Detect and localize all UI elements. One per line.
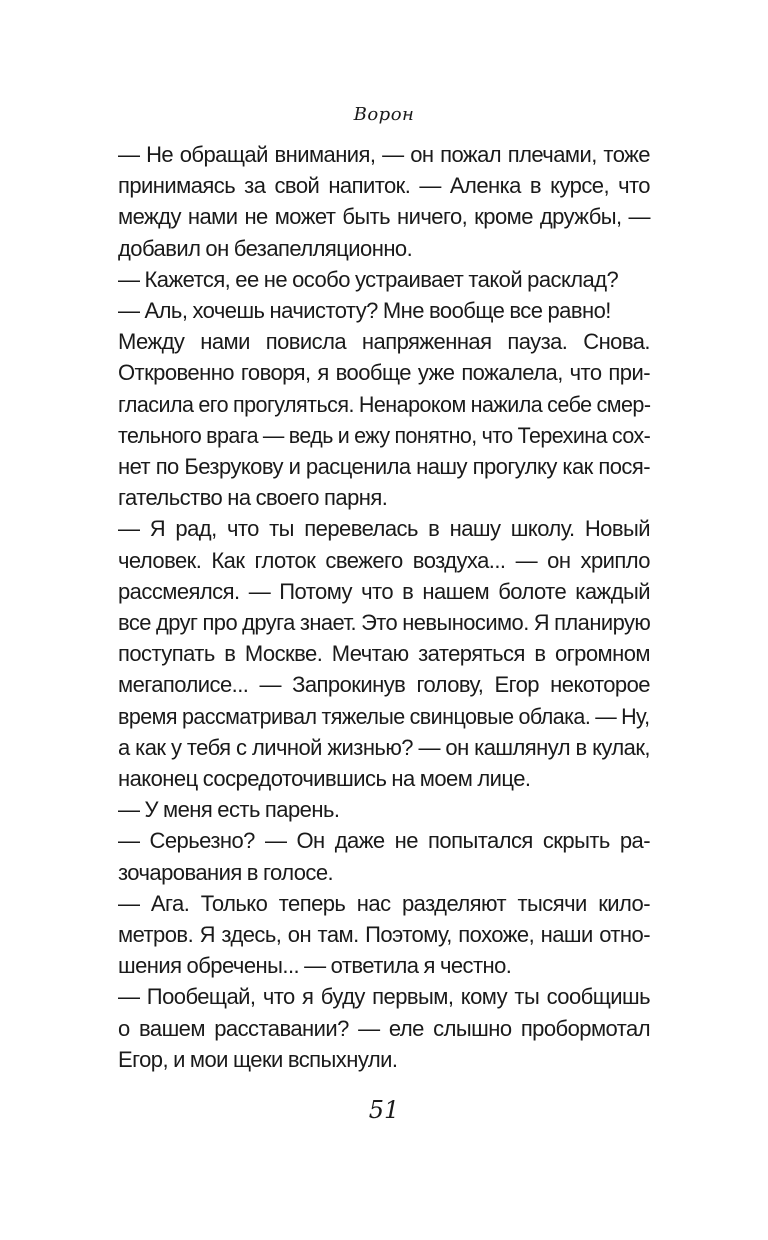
text-line: поступать в Москве. Мечтаю затеряться в огромном: [118, 641, 650, 667]
text-line: рассмеялся. — Потому что в нашем болоте каждый: [118, 578, 650, 604]
text-line: мегаполисе... — Запрокинув голову, Егор некоторое: [118, 672, 650, 698]
text-line: — Не обращай внимания, — он пожал плечами, тоже: [118, 142, 650, 167]
text-line: гласила его прогуляться. Ненароком нажила себе смер-: [118, 391, 651, 417]
paragraph: [118, 264, 650, 295]
text-line: — Кажется, ее не особо устраивает такой расклад?: [118, 266, 619, 292]
text-line: все друг про друга знает. Это невыносимо. Я планирую: [118, 610, 651, 636]
text-line: о вашем расставании? — еле слышно пробормотал: [118, 1015, 650, 1041]
text-line: — Пообещай, что я буду первым, кому ты сообщишь: [118, 984, 650, 1010]
paragraph: [118, 326, 650, 513]
paragraph: [118, 794, 650, 825]
body-text: [118, 139, 650, 1075]
text-line: гательство на своего парня.: [118, 485, 388, 511]
text-line: между нами не может быть ничего, кроме дружбы, —: [118, 204, 650, 230]
text-line: — Я рад, что ты перевелась в нашу школу. Новый: [118, 516, 650, 542]
text-line: зочарования в голосе.: [118, 859, 334, 885]
text-line: принимаясь за свой напиток. — Аленка в курсе, что: [118, 173, 650, 199]
page-number: 51: [368, 1096, 400, 1124]
text-line: — У меня есть парень.: [118, 797, 340, 823]
text-line: шения обречены... — ответила я честно.: [118, 953, 512, 979]
text-line: — Аль, хочешь начистоту? Мне вообще все равно!: [118, 298, 611, 324]
text-line: метров. Я здесь, он там. Поэтому, похоже, наши отно-: [118, 922, 650, 948]
text-line: добавил он безапелляционно.: [118, 235, 413, 261]
paragraph: [118, 513, 650, 794]
text-line: — Ага. Только теперь нас разделяют тысячи кило-: [118, 890, 650, 916]
paragraph: [118, 981, 650, 1075]
text-line: человек. Как глоток свежего воздуха... — он хрипло: [118, 547, 650, 573]
text-line: Между нами повисла напряженная пауза. Снова.: [118, 329, 650, 355]
text-line: наконец сосредоточившись на моем лице.: [118, 766, 531, 792]
text-line: Откровенно говоря, я вообще уже пожалела, что при-: [118, 360, 650, 386]
running-head: Ворон: [353, 104, 415, 125]
text-line: Егор, и мои щеки вспыхнули.: [118, 1046, 398, 1072]
text-line: — Серьезно? — Он даже не попытался скрыть ра-: [118, 828, 650, 854]
paragraph: [118, 139, 650, 264]
text-line: нет по Безрукову и расценила нашу прогулку как пося-: [118, 454, 650, 480]
paragraph: [118, 825, 650, 887]
text-line: а как у тебя с личной жизнью? — он кашлянул в кулак,: [118, 734, 650, 760]
text-line: время рассматривал тяжелые свинцовые облака. — Ну,: [118, 703, 650, 729]
paragraph: [118, 888, 650, 982]
text-line: тельного врага — ведь и ежу понятно, что Терехина сох-: [118, 422, 651, 448]
paragraph: [118, 295, 650, 326]
